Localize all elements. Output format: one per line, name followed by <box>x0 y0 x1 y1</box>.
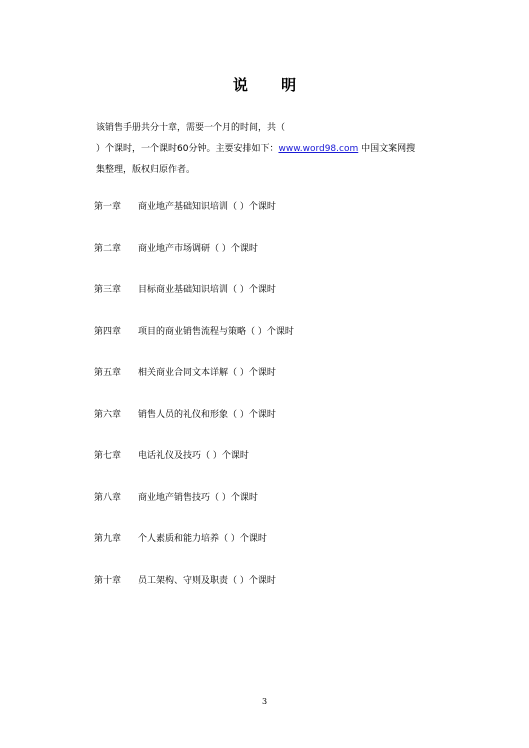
chapter-number: 第四章 <box>94 326 122 337</box>
chapter-item <box>94 366 276 380</box>
chapter-number: 第九章 <box>94 534 122 544</box>
intro-line-2-text: ）个课时，一个课时60分钟。主要安排如下： <box>96 144 279 154</box>
chapter-number: 第二章 <box>94 243 122 254</box>
website-link[interactable]: www.word98.com <box>278 144 359 154</box>
intro-line-2 <box>96 139 436 160</box>
intro-line-1: 该销售手册共分十章，需要一个月的时间，共（ <box>96 123 286 133</box>
chapter-title: 电话礼仪及技巧（ ）个课时 <box>138 451 249 461</box>
chapter-item <box>94 491 258 505</box>
chapter-title: 目标商业基础知识培训（ ）个课时 <box>138 285 276 295</box>
chapter-title: 员工架构、守则及职责（ ）个课时 <box>138 575 276 586</box>
chapter-title: 商业地产市场调研（ ）个课时 <box>138 243 258 254</box>
page-number: 3 <box>261 697 268 706</box>
chapter-item <box>94 574 276 588</box>
chapter-title: 个人素质和能力培养（ ）个课时 <box>138 534 267 544</box>
intro-line-3: 集整理，版权归原作者。 <box>96 165 196 175</box>
intro-line-2-suffix: 中国文案网搜 <box>358 144 416 154</box>
chapter-number: 第十章 <box>94 575 122 586</box>
chapter-title: 销售人员的礼仪和形象（ ）个课时 <box>138 409 276 420</box>
chapter-title: 商业地产基础知识培训（ ）个课时 <box>138 202 276 212</box>
chapter-item <box>94 283 276 297</box>
chapter-item <box>94 200 276 214</box>
chapter-number: 第五章 <box>94 368 122 378</box>
chapter-number: 第六章 <box>94 409 122 420</box>
page-title: 说 明 <box>232 76 311 94</box>
chapter-title: 项目的商业销售流程与策略（ ）个课时 <box>138 326 294 337</box>
intro-paragraph <box>96 118 436 181</box>
chapter-item <box>94 325 294 339</box>
chapter-number: 第一章 <box>94 202 122 212</box>
chapter-number: 第八章 <box>94 492 122 503</box>
chapter-item <box>94 532 267 546</box>
chapter-item <box>94 242 258 256</box>
chapter-title: 商业地产销售技巧（ ）个课时 <box>138 492 258 503</box>
chapter-number: 第七章 <box>94 451 122 461</box>
chapter-title: 相关商业合同文本详解（ ）个课时 <box>138 368 276 378</box>
chapter-item <box>94 408 276 422</box>
chapter-item <box>94 449 249 463</box>
chapter-number: 第三章 <box>94 285 122 295</box>
